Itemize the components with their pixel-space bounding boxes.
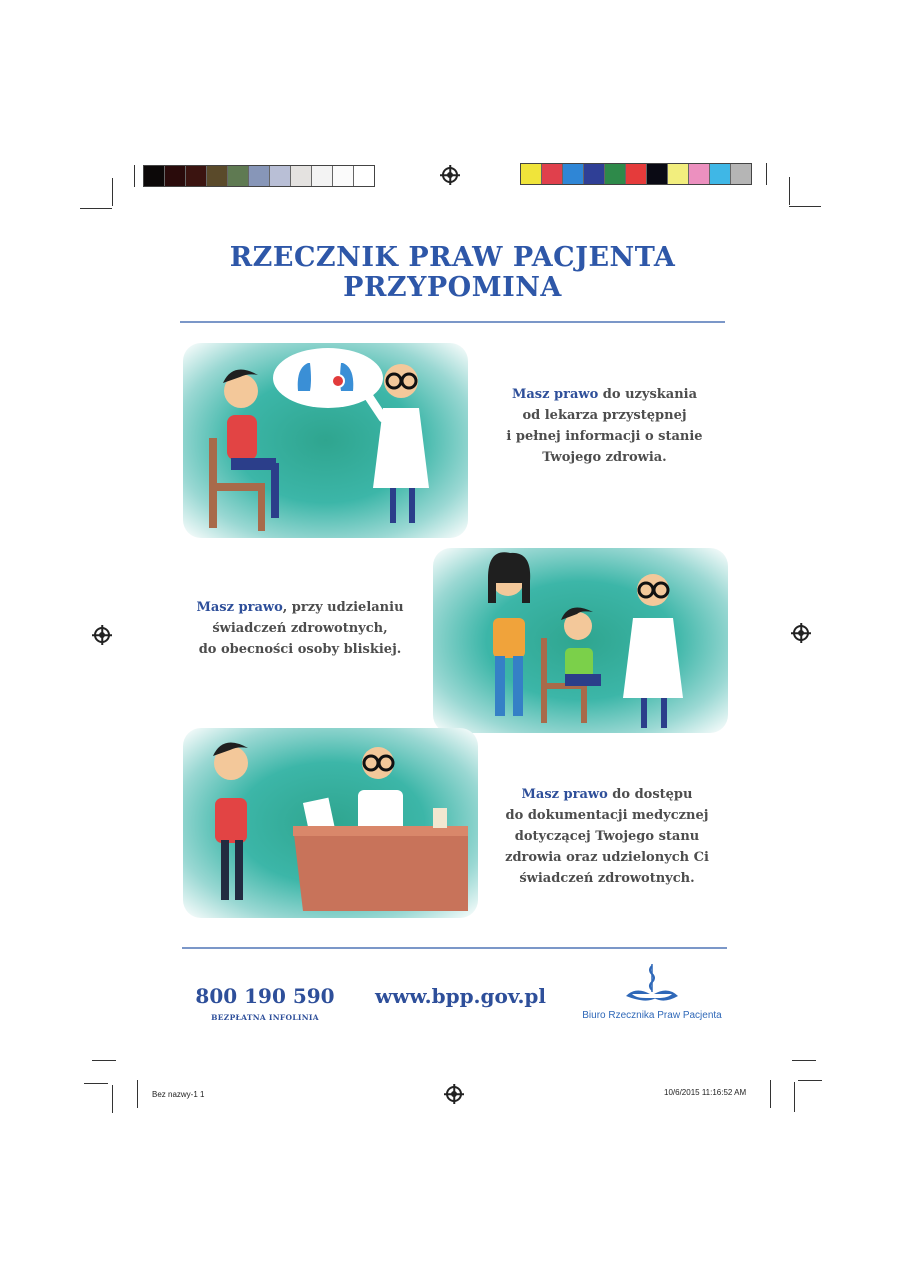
right-statement-3 bbox=[487, 784, 727, 889]
registration-mark-icon bbox=[446, 1086, 462, 1102]
color-swatch bbox=[521, 164, 542, 184]
website-url: www.bpp.gov.pl bbox=[375, 984, 546, 1008]
highlight-text: Masz prawo bbox=[196, 600, 283, 615]
crop-mark bbox=[84, 1083, 108, 1084]
color-swatch bbox=[710, 164, 731, 184]
color-swatch bbox=[186, 166, 207, 186]
registration-mark-icon bbox=[442, 167, 458, 183]
text-line: dotyczącej Twojego stanu bbox=[514, 829, 700, 844]
crop-mark bbox=[134, 165, 135, 187]
text-line: do uzyskania bbox=[598, 387, 698, 402]
illustration-art bbox=[183, 343, 468, 538]
bpp-logo-caption: Biuro Rzecznika Praw Pacjenta bbox=[582, 1010, 722, 1021]
color-swatch bbox=[584, 164, 605, 184]
color-swatch bbox=[207, 166, 228, 186]
text-line: do dokumentacji medycznej bbox=[505, 808, 709, 823]
infoline-caption: BEZPŁATNA INFOLINIA bbox=[211, 1013, 319, 1022]
crop-mark bbox=[112, 178, 113, 206]
crop-mark bbox=[92, 1060, 116, 1061]
registration-mark-icon bbox=[793, 625, 809, 641]
patient-doctor-desk-documents-illustration bbox=[183, 728, 478, 918]
registration-mark-icon bbox=[94, 627, 110, 643]
illustration-art bbox=[183, 728, 478, 918]
crop-mark bbox=[789, 177, 790, 205]
crop-mark bbox=[794, 1082, 795, 1112]
text-line: do obecności osoby bliskiej. bbox=[198, 642, 402, 657]
text-line: od lekarza przystępnej bbox=[522, 408, 687, 423]
color-swatch bbox=[563, 164, 584, 184]
text-line: , przy udzielaniu bbox=[282, 600, 404, 615]
text-line: do dostępu bbox=[607, 787, 693, 802]
crop-mark bbox=[137, 1080, 138, 1108]
color-swatch bbox=[249, 166, 270, 186]
color-swatch bbox=[647, 164, 668, 184]
slug-filename: Bez nazwy-1 1 bbox=[152, 1090, 205, 1099]
mother-child-doctor-illustration bbox=[433, 548, 728, 733]
divider bbox=[182, 947, 727, 949]
text-line: i pełnej informacji o stanie bbox=[506, 429, 703, 444]
color-swatch bbox=[333, 166, 354, 186]
patient-doctor-lungs-illustration bbox=[183, 343, 468, 538]
crop-mark bbox=[792, 1060, 816, 1061]
color-calibration-bar bbox=[520, 163, 752, 185]
text-line: świadczeń zdrowotnych. bbox=[519, 871, 695, 886]
crop-mark bbox=[770, 1080, 771, 1108]
text-line: zdrowia oraz udzielonych Ci bbox=[505, 850, 709, 865]
crop-mark bbox=[80, 208, 112, 209]
page-title-line-2: PRZYPOMINA bbox=[343, 272, 562, 303]
text-line: Twojego zdrowia. bbox=[542, 450, 667, 465]
color-swatch bbox=[731, 164, 751, 184]
slug-timestamp: 10/6/2015 11:16:52 AM bbox=[664, 1088, 747, 1097]
color-swatch bbox=[668, 164, 689, 184]
illustration-art bbox=[433, 548, 728, 733]
crop-mark bbox=[766, 163, 767, 185]
text-line: świadczeń zdrowotnych, bbox=[212, 621, 388, 636]
bpp-logo-icon bbox=[622, 962, 682, 1006]
color-swatch bbox=[228, 166, 249, 186]
color-swatch bbox=[689, 164, 710, 184]
right-statement-1 bbox=[487, 384, 722, 468]
right-statement-2 bbox=[175, 597, 425, 660]
color-swatch bbox=[626, 164, 647, 184]
infoline-phone-number: 800 190 590 bbox=[195, 984, 335, 1008]
grayscale-calibration-bar bbox=[143, 165, 375, 187]
divider bbox=[180, 321, 725, 323]
crop-mark bbox=[789, 206, 821, 207]
color-swatch bbox=[605, 164, 626, 184]
color-swatch bbox=[542, 164, 563, 184]
color-swatch bbox=[165, 166, 186, 186]
page-title-line-1: RZECZNIK PRAW PACJENTA bbox=[229, 242, 676, 273]
crop-mark bbox=[798, 1080, 822, 1081]
crop-mark bbox=[112, 1085, 113, 1113]
color-swatch bbox=[270, 166, 291, 186]
color-swatch bbox=[354, 166, 374, 186]
color-swatch bbox=[144, 166, 165, 186]
color-swatch bbox=[312, 166, 333, 186]
highlight-text: Masz prawo bbox=[511, 387, 599, 402]
highlight-text: Masz prawo bbox=[521, 787, 608, 802]
color-swatch bbox=[291, 166, 312, 186]
